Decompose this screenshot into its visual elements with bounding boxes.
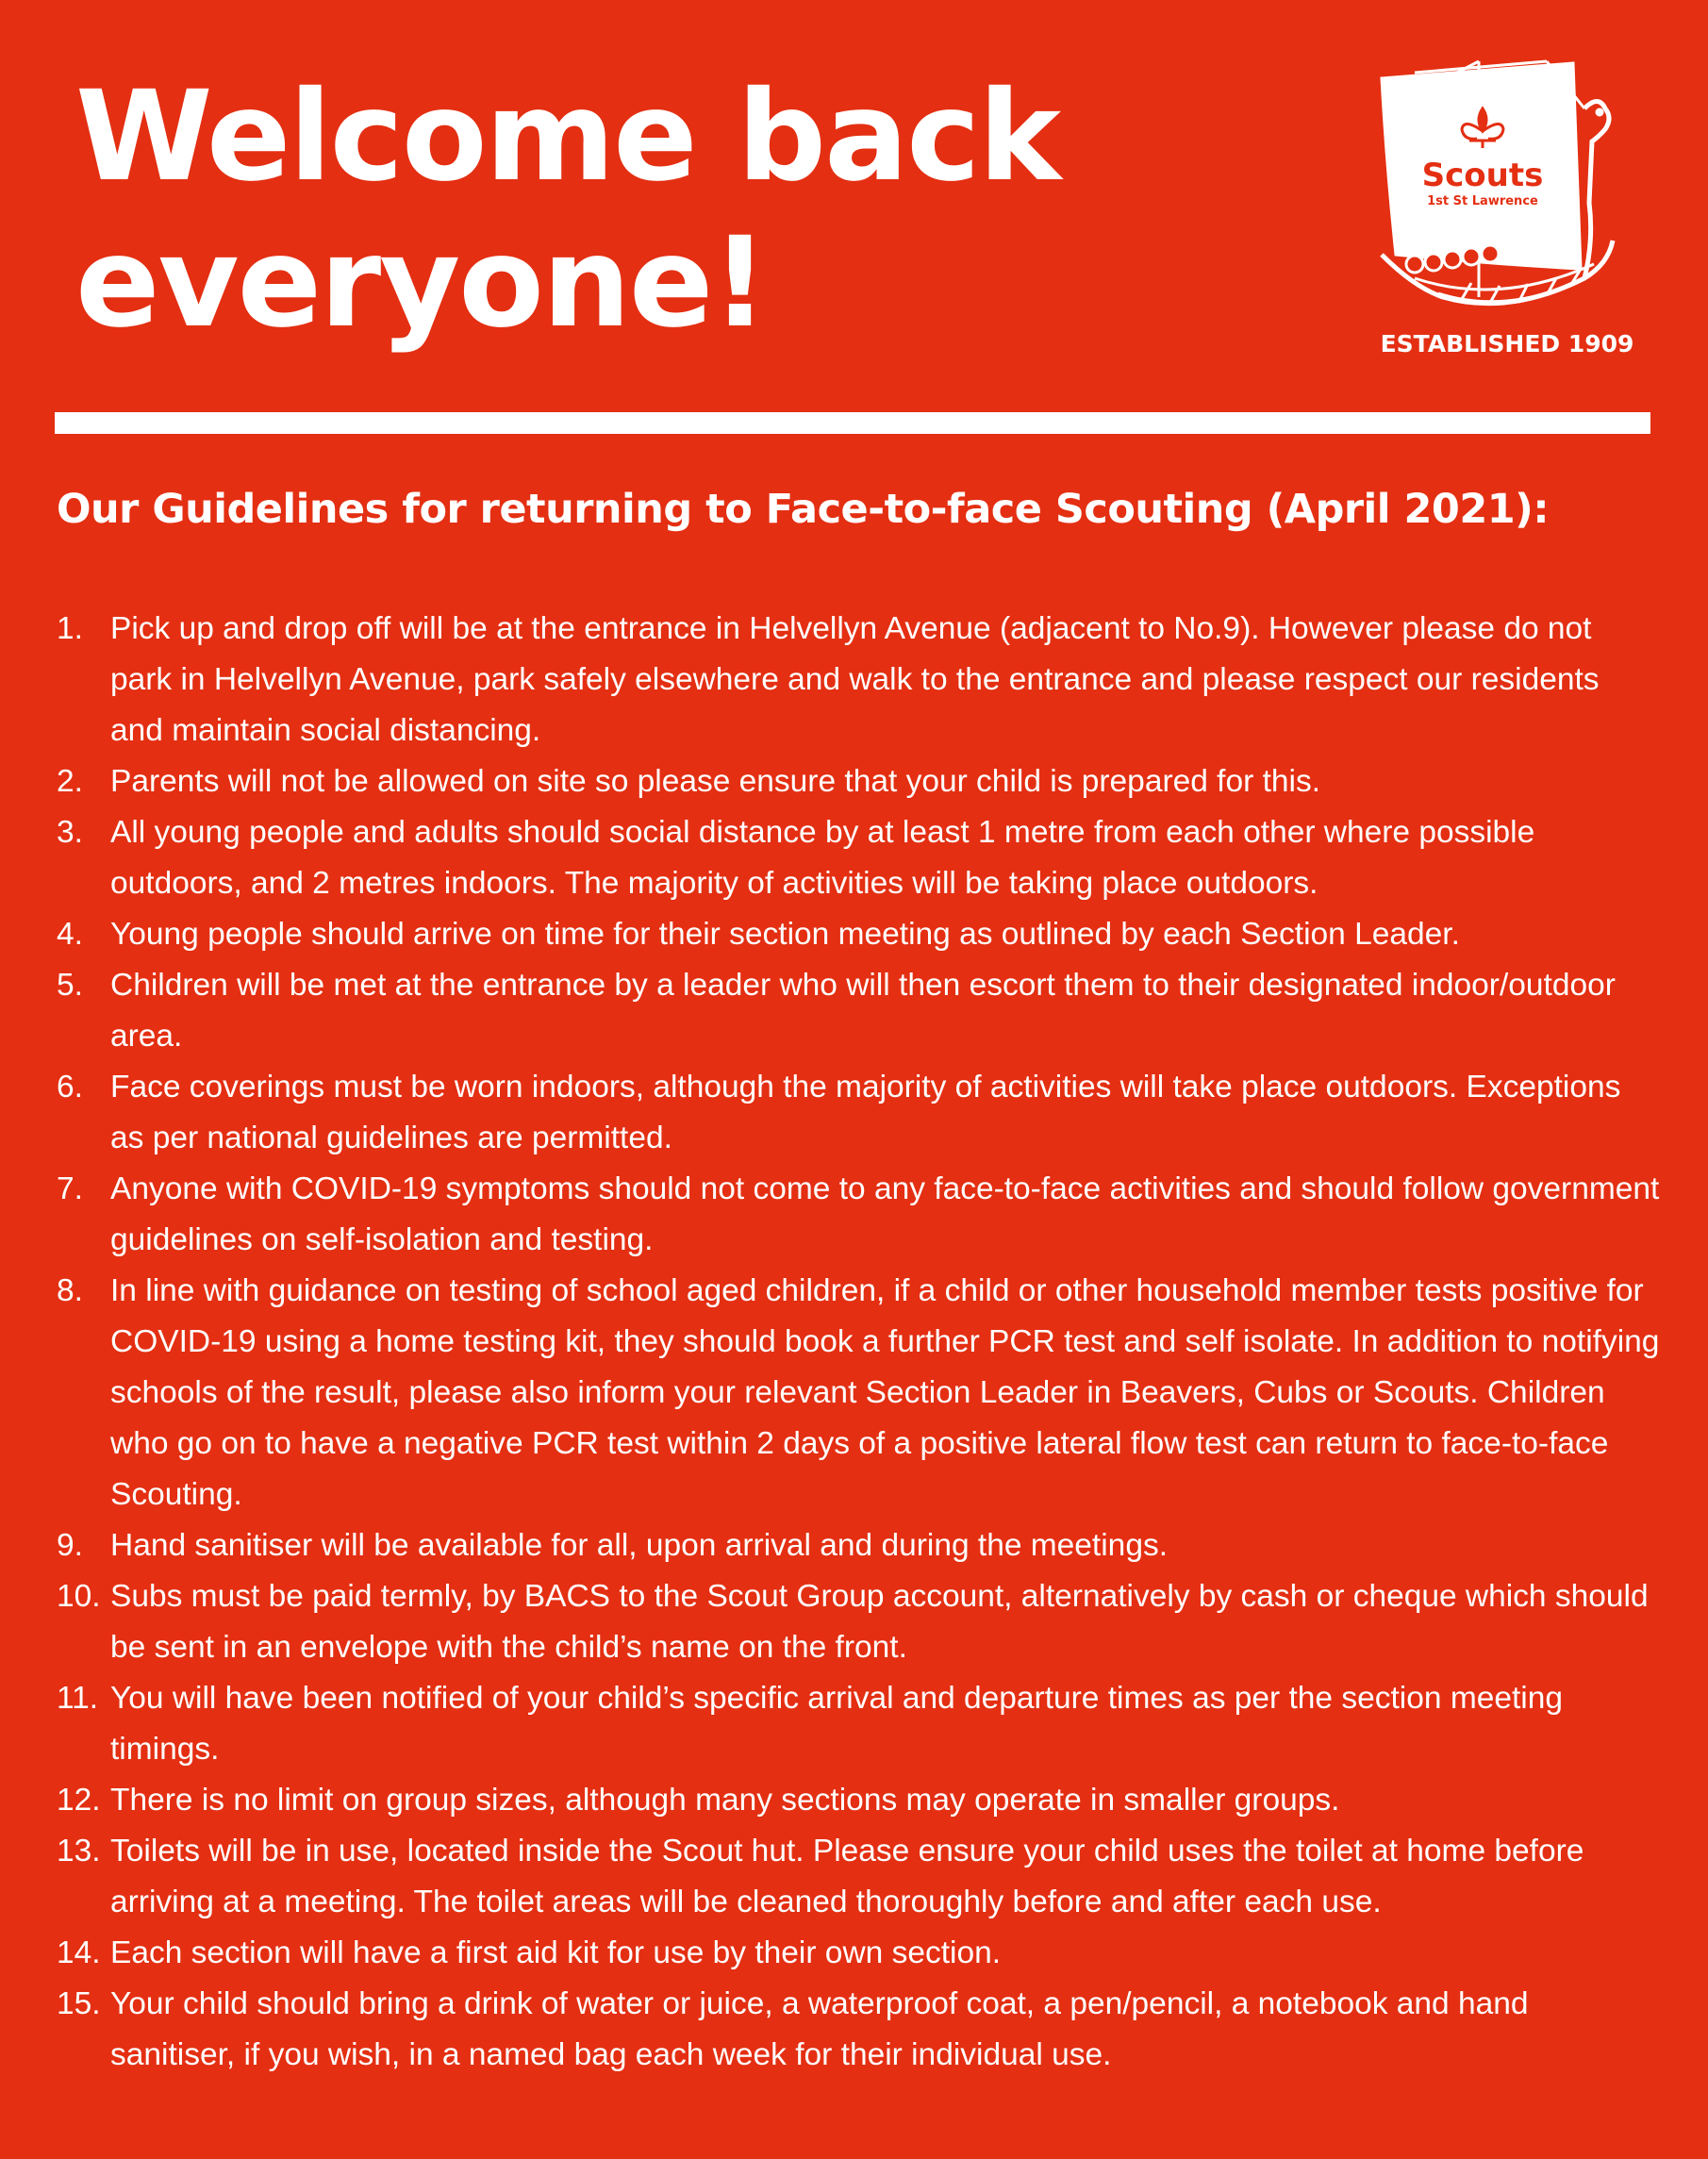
list-item-number: 3.	[57, 815, 83, 850]
list-item-text: Pick up and drop off will be at the entrance in Helvellyn Avenue (adjacent to No.9). However please do not park in Helvellyn Avenue, park safely elsewhere and walk to the entrance and please respect our residents and maintain social distancing.	[110, 611, 1600, 748]
list-item	[57, 1775, 1660, 1826]
list-item-number: 7.	[57, 1171, 83, 1206]
list-item-number: 10.	[57, 1579, 101, 1614]
title-line-2: everyone!	[75, 210, 767, 356]
list-item-text: You will have been notified of your child’s specific arrival and departure times as per the section meeting timings.	[110, 1681, 1564, 1767]
list-item	[57, 1266, 1660, 1520]
list-item-text: Subs must be paid termly, by BACS to the Scout Group account, alternatively by cash or cheque which should be sent in an envelope with the child’s name on the front.	[110, 1579, 1649, 1665]
page-title	[75, 64, 1059, 357]
list-item-text: Children will be met at the entrance by a leader who will then escort them to their designated indoor/outdoor area.	[110, 968, 1616, 1054]
list-item-text: Your child should bring a drink of water or juice, a waterproof coat, a pen/pencil, a notebook and hand sanitiser, if you wish, in a named bag each week for their individual use.	[110, 1986, 1529, 2072]
list-item-number: 8.	[57, 1273, 83, 1308]
list-item	[57, 1826, 1660, 1928]
list-item	[57, 1979, 1660, 2081]
list-item	[57, 1571, 1660, 1673]
list-item-text: Each section will have a first aid kit for use by their own section.	[110, 1935, 1002, 1970]
list-item-text: Face coverings must be worn indoors, although the majority of activities will take place outdoors. Exceptions as per national guidelines are permitted.	[110, 1070, 1621, 1155]
list-item-number: 6.	[57, 1070, 83, 1104]
list-item-text: Young people should arrive on time for their section meeting as outlined by each Section Leader.	[110, 917, 1460, 952]
logo-group-text: 1st St Lawrence	[1427, 194, 1538, 208]
list-item-text: There is no limit on group sizes, although many sections may operate in smaller groups.	[110, 1783, 1340, 1818]
list-item	[57, 1164, 1660, 1266]
list-item	[57, 1673, 1660, 1775]
list-item	[57, 1520, 1660, 1571]
list-item	[57, 1062, 1660, 1164]
logo-scouts-text: Scouts	[1421, 157, 1544, 194]
list-item-text: In line with guidance on testing of school aged children, if a child or other household member tests positive for COVID-19 using a home testing kit, they should book a further PCR test and self isolate. In addition to notifying schools of the result, please also inform your relevant Section Leader in Beavers, Cubs or Scouts. Children who go on to have a negative PCR test within 2 days of a positive lateral flow test can return to face-to-face Scouting.	[110, 1273, 1660, 1512]
divider	[55, 412, 1650, 434]
logo-established-text: ESTABLISHED 1909	[1380, 330, 1634, 357]
list-item-number: 5.	[57, 968, 83, 1003]
list-item-number: 1.	[57, 611, 83, 646]
list-item-text: All young people and adults should social distance by at least 1 metre from each other where possible outdoors, and 2 metres indoors. The majority of activities will be taking place outdoors.	[110, 815, 1535, 901]
list-item-number: 9.	[57, 1528, 83, 1563]
list-item-number: 4.	[57, 917, 83, 952]
scouts-logo	[1358, 52, 1641, 363]
list-item-text: Parents will not be allowed on site so please ensure that your child is prepared for this.	[110, 764, 1321, 799]
list-item	[57, 960, 1660, 1062]
guidelines-list	[57, 604, 1660, 2081]
list-item-number: 2.	[57, 764, 83, 799]
list-item	[57, 909, 1660, 960]
list-item	[57, 1928, 1660, 1979]
list-item	[57, 807, 1660, 909]
list-item-text: Anyone with COVID-19 symptoms should not come to any face-to-face activities and should follow government guidelines on self-isolation and testing.	[110, 1171, 1660, 1257]
list-item-number: 11.	[57, 1681, 99, 1716]
list-item-text: Toilets will be in use, located inside the Scout hut. Please ensure your child uses the toilet at home before arriving at a meeting. The toilet areas will be cleaned thoroughly before and after each use.	[110, 1834, 1584, 1919]
list-item-number: 12.	[57, 1783, 101, 1818]
list-item-text: Hand sanitiser will be available for all, upon arrival and during the meetings.	[110, 1528, 1169, 1563]
list-item-number: 15.	[57, 1986, 101, 2021]
list-item	[57, 756, 1660, 807]
guidelines-heading: Our Guidelines for returning to Face-to-face Scouting (April 2021):	[57, 486, 1550, 533]
list-item	[57, 604, 1660, 756]
list-item-number: 14.	[57, 1935, 101, 1970]
title-line-1: Welcome back	[75, 64, 1060, 209]
list-item-number: 13.	[57, 1834, 101, 1868]
